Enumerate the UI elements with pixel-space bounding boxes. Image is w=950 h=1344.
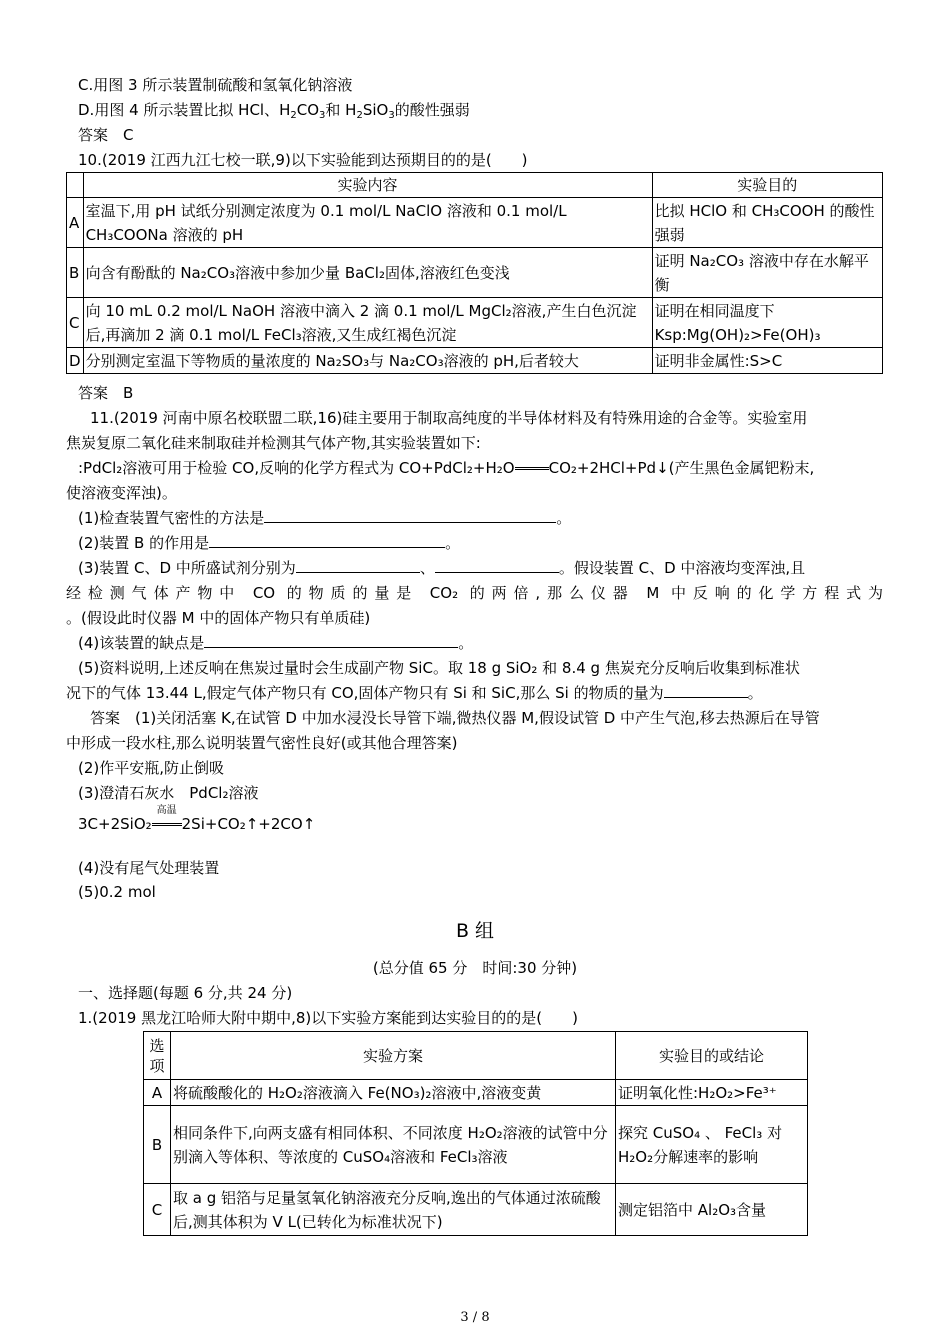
- answer-11-part4: (4)没有尾气处理装置: [78, 859, 220, 877]
- b-row-goal: 测定铝箔中 Al₂O₃含量: [616, 1184, 808, 1236]
- section-heading: 一、选择题(每题 6 分,共 24 分): [78, 984, 293, 1002]
- q10-row-content: 向 10 mL 0.2 mol/L NaOH 溶液中滴入 2 滴 0.1 mol/L MgCl₂溶液,产生白色沉淀后,再滴加 2 滴 0.1 mol/L FeCl₃溶液,又生成红褐色沉淀: [83, 298, 652, 348]
- q10-header-purpose: 实验目的: [652, 173, 882, 198]
- answer-11-part3: (3)澄清石灰水 PdCl₂溶液: [78, 784, 259, 802]
- answer-11-line2: 中形成一段水柱,那么说明装置气密性良好(或其他合理答案): [66, 734, 458, 752]
- q11-line4: 使溶液变浑浊)。: [66, 484, 177, 502]
- q11-part4: (4)该装置的缺点是 。: [78, 634, 474, 652]
- answer-9: 答案 C: [78, 126, 134, 144]
- group-b-title: B 组: [455, 920, 495, 942]
- q10-stem: 10.(2019 江西九江七校一联,9)以下实验能到达预期目的的是( ): [78, 151, 528, 169]
- b-row-goal: 证明氧化性:H₂O₂>Fe³⁺: [616, 1080, 808, 1106]
- b-row-label: C: [144, 1184, 171, 1236]
- group-b-subtitle: (总分值 65 分 时间:30 分钟): [372, 959, 578, 977]
- q10-table: [66, 172, 883, 374]
- b-row-plan: 将硫酸酸化的 H₂O₂溶液滴入 Fe(NO₃)₂溶液中,溶液变黄: [171, 1080, 616, 1106]
- q10-row-label: A: [67, 198, 84, 248]
- answer-11-equation: 3C+2SiO₂ 高温 2Si+CO₂↑+2CO↑: [78, 805, 316, 833]
- q1-stem: 1.(2019 黑龙江哈师大附中期中,8)以下实验方案能到达实验目的的是( ): [78, 1009, 578, 1027]
- answer-10: 答案 B: [78, 384, 134, 402]
- q11-part3: (3)装置 C、D 中所盛试剂分别为 、 。假设装置 C、D 中溶液均变浑浊,且: [78, 559, 806, 577]
- b-row-plan: 相同条件下,向两支盛有相同体积、不同浓度 H₂O₂溶液的试管中分别滴入等体积、等浓度的 CuSO₄溶液和 FeCl₃溶液: [171, 1106, 616, 1184]
- q11-line1: 11.(2019 河南中原名校联盟二联,16)硅主要用于制取高纯度的半导体材料及有特殊用途的合金等。实验室用: [90, 409, 808, 427]
- b-q1-table: [143, 1031, 808, 1236]
- b-row-label: A: [144, 1080, 171, 1106]
- b-header-plan: 实验方案: [171, 1032, 616, 1080]
- q11-line2: 焦炭复原二氧化硅来制取硅并检测其气体产物,其实验装置如下:: [66, 434, 481, 452]
- answer-11-part2: (2)作平安瓶,防止倒吸: [78, 759, 225, 777]
- q10-header-blank: [67, 173, 84, 198]
- q11-part2: (2)装置 B 的作用是 。: [78, 534, 461, 552]
- q11-part5-line1: (5)资料说明,上述反响在焦炭过量时会生成副产物 SiC。取 18 g SiO₂ 和 8.4 g 焦炭充分反响后收集到标准状: [78, 659, 800, 677]
- b-row-goal: 探究 CuSO₄ 、 FeCl₃ 对 H₂O₂分解速率的影响: [616, 1106, 808, 1184]
- equals-arrow: [515, 467, 549, 470]
- b-row-label: B: [144, 1106, 171, 1184]
- q11-part3-line2: 经检测气体产物中 CO 的物质的量是 CO₂ 的两倍,那么仪器 M 中反响的化学方程式为: [66, 584, 883, 602]
- q10-row-label: D: [67, 348, 84, 374]
- b-header-goal: 实验目的或结论: [616, 1032, 808, 1080]
- answer-11-part5: (5)0.2 mol: [78, 883, 156, 901]
- q10-row-content: 向含有酚酞的 Na₂CO₃溶液中参加少量 BaCl₂固体,溶液红色变浅: [83, 248, 652, 298]
- q10-row-purpose: 证明在相同温度下 Ksp:Mg(OH)₂>Fe(OH)₃: [652, 298, 882, 348]
- q10-row-label: B: [67, 248, 84, 298]
- page-number: 3 / 8: [460, 1310, 490, 1325]
- option-c: C.用图 3 所示装置制硫酸和氢氧化钠溶液: [78, 76, 353, 94]
- q10-row-content: 室温下,用 pH 试纸分别测定浓度为 0.1 mol/L NaClO 溶液和 0.1 mol/L CH₃COONa 溶液的 pH: [83, 198, 652, 248]
- q11-part5-line2: 况下的气体 13.44 L,假定气体产物只有 CO,固体产物只有 Si 和 SiC,那么 Si 的物质的量为 。: [66, 684, 763, 702]
- q11-part3-line3: 。(假设此时仪器 M 中的固体产物只有单质硅): [66, 609, 371, 627]
- q10-row-purpose: 证明非金属性:S>C: [652, 348, 882, 374]
- option-d: D.用图 4 所示装置比拟 HCl、$H_2CO_3$和 $H_2SiO_3$的酸性强弱: [78, 101, 470, 121]
- q11-part1: (1)检查装置气密性的方法是 。: [78, 509, 572, 527]
- b-header-option: 选项: [144, 1032, 171, 1080]
- q10-header-content: 实验内容: [83, 173, 652, 198]
- answer-11-line1: 答案 (1)关闭活塞 K,在试管 D 中加水浸没长导管下端,微热仪器 M,假设试管 D 中产生气泡,移去热源后在导管: [90, 709, 820, 727]
- q10-row-label: C: [67, 298, 84, 348]
- q11-line3: :PdCl₂溶液可用于检验 CO,反响的化学方程式为 CO+PdCl₂+H₂O CO₂+2HCl+Pd↓(产生黑色金属钯粉末,: [78, 459, 815, 477]
- q10-row-purpose: 证明 Na₂CO₃ 溶液中存在水解平衡: [652, 248, 882, 298]
- q10-row-purpose: 比拟 HClO 和 CH₃COOH 的酸性强弱: [652, 198, 882, 248]
- b-row-plan: 取 a g 铝箔与足量氢氧化钠溶液充分反响,逸出的气体通过浓硫酸后,测其体积为 V L(已转化为标准状况下): [171, 1184, 616, 1236]
- q10-row-content: 分别测定室温下等物质的量浓度的 Na₂SO₃与 Na₂CO₃溶液的 pH,后者较大: [83, 348, 652, 374]
